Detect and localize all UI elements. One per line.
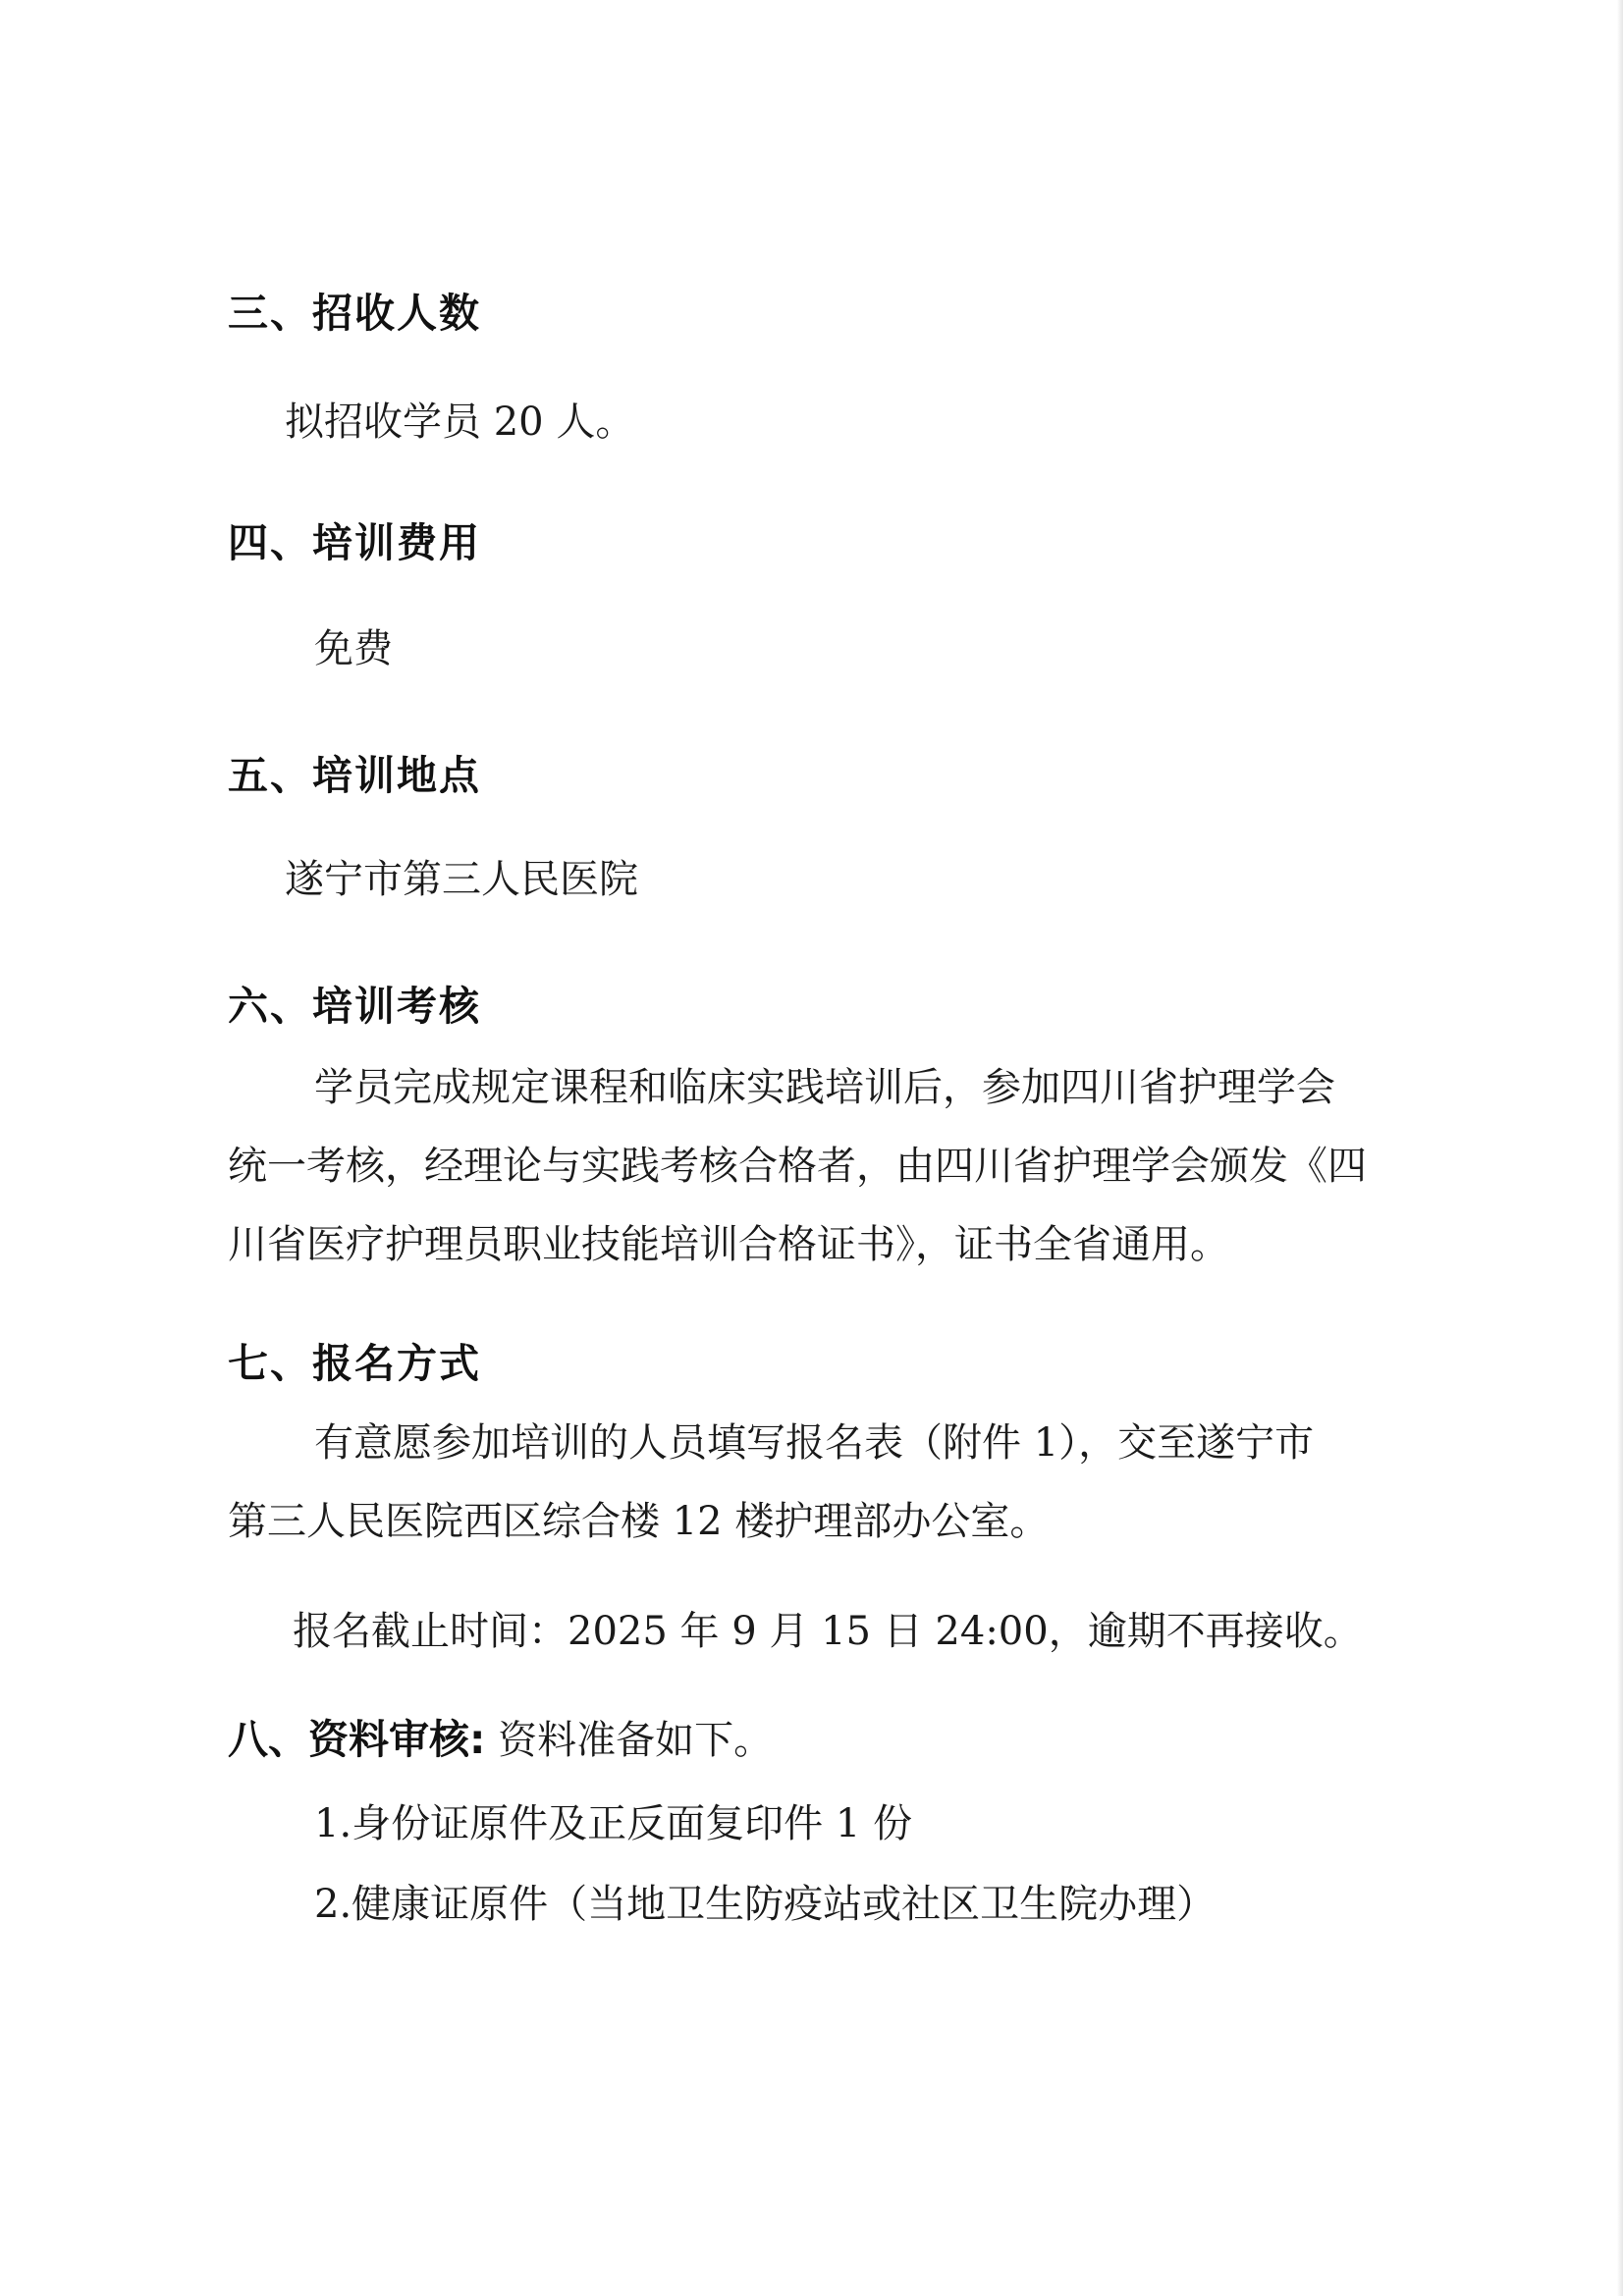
- section-heading-assessment: 六、培训考核: [228, 983, 481, 1030]
- location-text: 遂宁市第三人民医院: [285, 857, 638, 902]
- section-heading-fee: 四、培训费用: [228, 519, 481, 566]
- section-heading-registration: 七、报名方式: [228, 1340, 481, 1387]
- registration-line-2: 第三人民医院西区综合楼 12 楼护理部办公室。: [228, 1499, 1050, 1544]
- fee-text: 免费: [314, 626, 393, 671]
- materials-heading-line: [228, 1716, 774, 1763]
- materials-item-1: 1.身份证原件及正反面复印件 1 份: [314, 1801, 913, 1846]
- section-heading-enrollment: 三、招收人数: [228, 290, 481, 337]
- scan-edge-shadow: [1617, 0, 1623, 2296]
- section-heading-materials: 八、资料审核:: [228, 1716, 486, 1763]
- assessment-line-1: 学员完成规定课程和临床实践培训后，参加四川省护理学会: [314, 1065, 1335, 1110]
- registration-line-1: 有意愿参加培训的人员填写报名表（附件 1），交至遂宁市: [314, 1420, 1315, 1466]
- materials-intro: 资料准备如下。: [498, 1718, 774, 1763]
- enrollment-text: 拟招收学员 20 人。: [285, 400, 635, 445]
- assessment-line-3: 川省医疗护理员职业技能培训合格证书》，证书全省通用。: [228, 1222, 1229, 1267]
- assessment-line-2: 统一考核，经理论与实践考核合格者，由四川省护理学会颁发《四: [228, 1144, 1367, 1189]
- materials-item-2: 2.健康证原件（当地卫生防疫站或社区卫生院办理）: [314, 1882, 1217, 1927]
- registration-deadline: 报名截止时间：2025 年 9 月 15 日 24:00，逾期不再接收。: [293, 1609, 1363, 1654]
- section-heading-location: 五、培训地点: [228, 752, 481, 799]
